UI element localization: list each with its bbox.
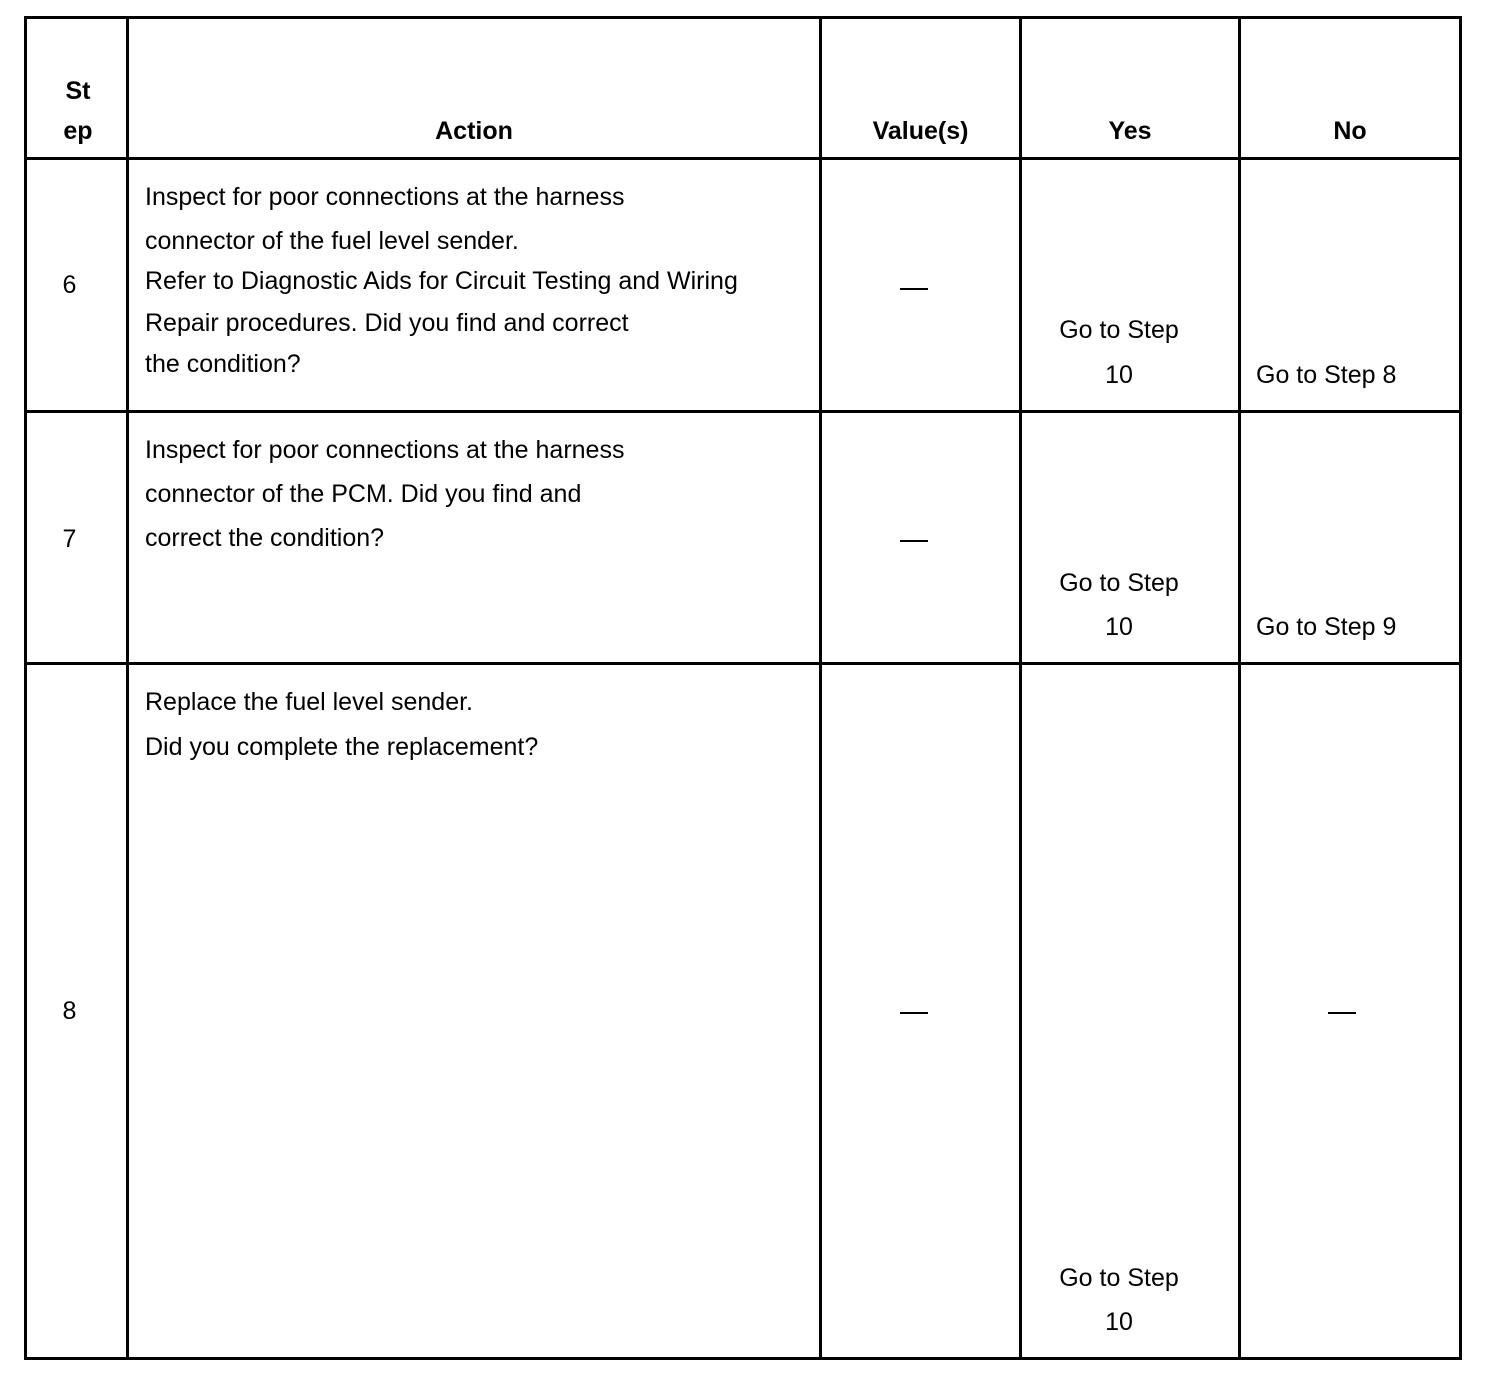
step-number: 8 bbox=[62, 997, 77, 1025]
action-line: the condition? bbox=[145, 350, 301, 378]
action-line: connector of the fuel level sender. bbox=[145, 227, 519, 255]
action-line: Refer to Diagnostic Aids for Circuit Testing and Wiring bbox=[145, 267, 738, 295]
no-outcome: Go to Step 9 bbox=[1256, 613, 1397, 641]
header-values: Value(s) bbox=[872, 117, 969, 145]
table-border-top bbox=[24, 16, 1462, 19]
action-line: Inspect for poor connections at the harness bbox=[145, 183, 625, 211]
yes-outcome-line1: Go to Step bbox=[1059, 316, 1179, 344]
table-border-bottom bbox=[24, 1357, 1462, 1360]
action-line: Did you complete the replacement? bbox=[145, 733, 539, 761]
header-step-line2: ep bbox=[63, 117, 93, 145]
value-dash bbox=[900, 288, 928, 290]
step-number: 6 bbox=[62, 271, 77, 299]
header-step-line1: St bbox=[65, 77, 91, 105]
action-line: connector of the PCM. Did you find and bbox=[145, 480, 582, 508]
action-line: Inspect for poor connections at the harness bbox=[145, 436, 625, 464]
header-yes: Yes bbox=[1108, 117, 1152, 145]
yes-outcome-line1: Go to Step bbox=[1059, 569, 1179, 597]
table-border-right bbox=[1459, 16, 1462, 1360]
column-divider-values bbox=[1019, 16, 1022, 1360]
table-border-left bbox=[24, 16, 27, 1360]
action-line: correct the condition? bbox=[145, 524, 385, 552]
column-divider-yes bbox=[1238, 16, 1241, 1360]
yes-outcome-line2: 10 bbox=[1105, 613, 1133, 641]
yes-outcome-line1: Go to Step bbox=[1059, 1264, 1179, 1292]
column-divider-step bbox=[126, 16, 129, 1360]
column-divider-action bbox=[819, 16, 822, 1360]
header-no: No bbox=[1333, 117, 1367, 145]
yes-outcome-line2: 10 bbox=[1105, 1308, 1133, 1336]
row-divider-6 bbox=[24, 410, 1462, 413]
step-number: 7 bbox=[62, 525, 77, 553]
header-action: Action bbox=[435, 117, 513, 145]
action-line: Repair procedures. Did you find and correct bbox=[145, 309, 629, 337]
row-divider-7 bbox=[24, 662, 1462, 665]
value-dash bbox=[900, 540, 928, 542]
value-dash bbox=[900, 1012, 928, 1014]
action-line: Replace the fuel level sender. bbox=[145, 688, 473, 716]
no-outcome-dash bbox=[1328, 1012, 1356, 1014]
yes-outcome-line2: 10 bbox=[1105, 361, 1133, 389]
header-divider bbox=[24, 157, 1462, 160]
no-outcome: Go to Step 8 bbox=[1256, 361, 1397, 389]
